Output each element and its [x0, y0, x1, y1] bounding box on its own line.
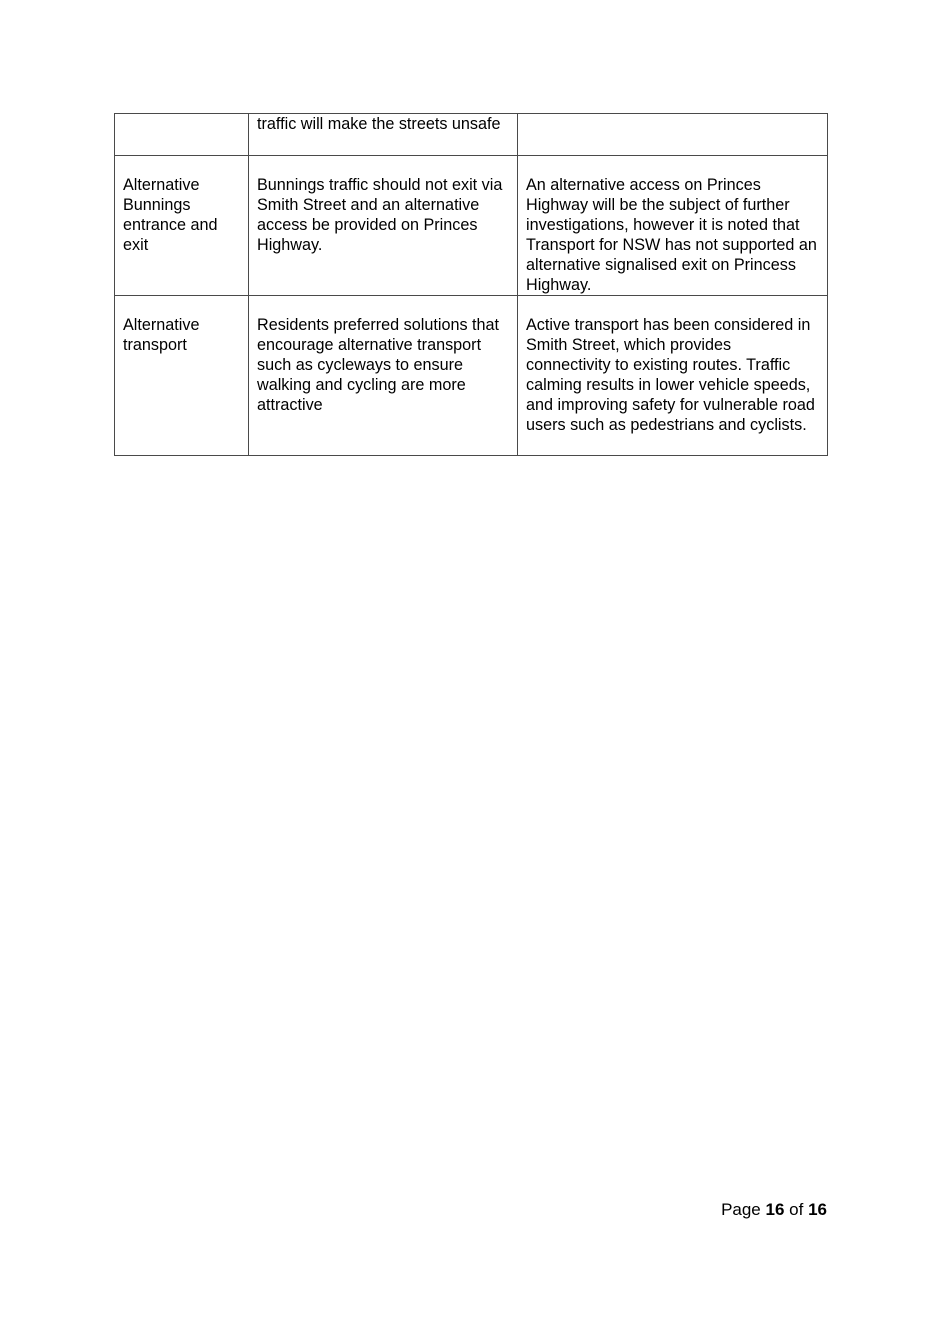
- concern-cell: Bunnings traffic should not exit via Smith Street and an alternative access be provided on Princes Highway.: [249, 156, 518, 296]
- page-number-footer: [721, 1199, 827, 1221]
- consultation-table: [114, 113, 828, 456]
- response-cell: An alternative access on Princes Highway will be the subject of further investigations, however it is noted that Transport for NSW has not supported an alternative signalised exit on Princess Highway.: [518, 156, 828, 296]
- response-cell: [518, 114, 828, 156]
- of-word: of: [789, 1200, 804, 1219]
- response-cell: Active transport has been considered in Smith Street, which provides connectivity to existing routes. Traffic calming results in lower vehicle speeds, and improving safety for vulnerable road users such as pedestrians and cyclists.: [518, 296, 828, 456]
- total-pages-number: 16: [808, 1200, 827, 1219]
- topic-cell: Alternative Bunnings entrance and exit: [115, 156, 249, 296]
- topic-cell: Alternative transport: [115, 296, 249, 456]
- page-word: Page: [721, 1200, 761, 1219]
- table-row: [115, 114, 828, 156]
- concern-cell: traffic will make the streets unsafe: [249, 114, 518, 156]
- topic-cell: [115, 114, 249, 156]
- concern-cell: Residents preferred solutions that encourage alternative transport such as cycleways to ensure walking and cycling are more attractive: [249, 296, 518, 456]
- table-row: [115, 296, 828, 456]
- current-page-number: 16: [765, 1200, 785, 1219]
- table-row: [115, 156, 828, 296]
